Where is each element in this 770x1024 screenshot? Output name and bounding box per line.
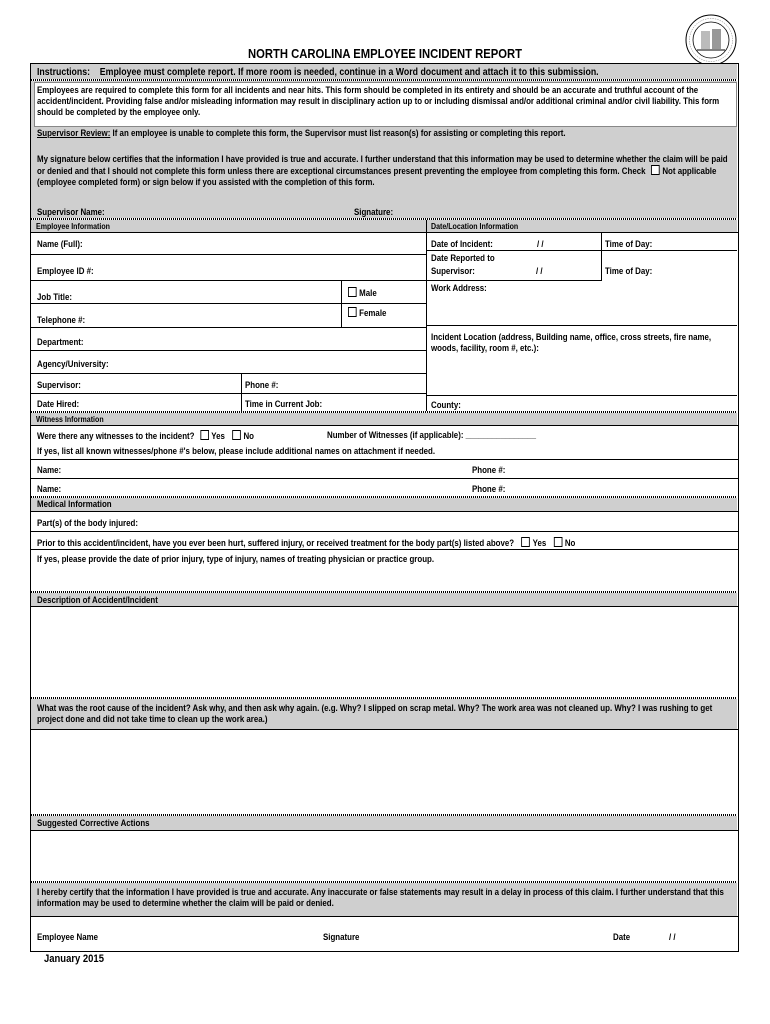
date-of-incident-label: Date of Incident: (431, 239, 493, 249)
rule (30, 373, 426, 374)
corrective-header: Suggested Corrective Actions (37, 818, 150, 828)
final-certify-statement: I hereby certify that the information I have provided is true and accurate. Any inaccurate or false statements may result in a delay in process of this claim. I further understand that this information may be used to determine whether the claim will be paid or denied. (37, 887, 724, 908)
root-cause-input-area[interactable] (31, 730, 737, 814)
rule (30, 531, 738, 532)
rule (30, 327, 426, 328)
medical-header-bar (31, 498, 737, 511)
rule (30, 478, 738, 479)
rule (30, 303, 426, 304)
witness-header-bar (31, 413, 737, 425)
rule (30, 254, 426, 255)
telephone-label: Telephone #: (37, 315, 86, 325)
female-checkbox[interactable] (348, 307, 357, 317)
witness-question (37, 430, 254, 442)
witness-1-name-label: Name: (37, 465, 62, 475)
supervisor-review (37, 128, 566, 139)
supervisor-name-label: Supervisor Name: (37, 207, 105, 217)
employee-id-label: Employee ID #: (37, 266, 94, 276)
certify-tail: Not applicable (employee completed form) or sign below if you assisted with the completion of this form. (37, 166, 717, 187)
female-label: Female (359, 308, 387, 318)
time-in-job-label: Time in Current Job: (245, 399, 323, 409)
rule (30, 459, 738, 460)
female-option (348, 307, 386, 319)
witness-question-text: Were there any witnesses to the incident? (37, 431, 195, 441)
date-of-incident-slashes: / / (537, 239, 544, 249)
witness-list-instruction: If yes, list all known witnesses/phone #'s below, please include additional names on attachment if needed. (37, 446, 436, 456)
date-reported-label-1: Date Reported to (431, 253, 495, 263)
not-applicable-checkbox[interactable] (651, 165, 660, 175)
time-divider (601, 232, 602, 280)
rule (30, 232, 738, 233)
supervisor-label: Supervisor: (37, 380, 81, 390)
prior-injury-question (37, 537, 575, 549)
page-title: NORTH CAROLINA EMPLOYEE INCIDENT REPORT (248, 47, 522, 61)
rule (30, 916, 738, 917)
prior-injury-question-text: Prior to this accident/incident, have you ever been hurt, suffered injury, or received treatment for the body part(s) listed above? (37, 538, 515, 548)
male-option (348, 287, 377, 299)
employee-signature-label: Signature (323, 932, 360, 942)
prior-yes-checkbox[interactable] (521, 537, 530, 547)
instructions (37, 67, 599, 78)
date-label: Date (613, 932, 631, 942)
witness-yes-label: Yes (211, 431, 225, 441)
work-address-label: Work Address: (431, 283, 487, 293)
time-of-day-label: Time of Day: (605, 239, 653, 249)
date-slashes: / / (669, 932, 676, 942)
instructions-label: Instructions: (37, 67, 91, 78)
body-parts-label: Part(s) of the body injured: (37, 518, 138, 528)
rule (30, 425, 738, 426)
witness-yes-checkbox[interactable] (200, 430, 209, 440)
rule (30, 350, 426, 351)
male-checkbox[interactable] (348, 287, 357, 297)
certify-statement (37, 154, 729, 188)
department-label: Department: (37, 337, 84, 347)
intro-paragraph: Employees are required to complete this form for all incidents and near hits. This form should be completed in its entirety and should be an accurate and truthful account of the accident/incident. Providing false and/or misleading information may result in disciplinary action up to or including dismissal and/or additional criminal and/or civil liability. This form should be completed by the employee only. (37, 85, 720, 117)
rule (30, 280, 602, 281)
employee-name-label: Employee Name (37, 932, 99, 942)
prior-injury-details: If yes, please provide the date of prior injury, type of injury, names of treating physician or practice group. (37, 554, 435, 564)
witness-2-phone-label: Phone #: (472, 484, 506, 494)
incident-location-label: Incident Location (address, Building name, office, cross streets, fire name, woods, facility, room #, etc.): (431, 332, 712, 353)
date-reported-slashes: / / (536, 266, 543, 276)
witness-1-phone-label: Phone #: (472, 465, 506, 475)
gender-divider (341, 280, 342, 328)
description-header: Description of Accident/Incident (37, 595, 158, 605)
number-of-witnesses: Number of Witnesses (if applicable): ________________ (327, 430, 536, 440)
revision-date: January 2015 (44, 953, 104, 965)
employee-info-header: Employee Information (36, 222, 110, 231)
date-reported-label-2: Supervisor: (431, 266, 475, 276)
county-label: County: (431, 400, 461, 410)
certify-text: My signature below certifies that the information I have provided is true and accurate. I further understand that this information may be used to determine whether the claim will be paid or denied and that I should not complete this form unless there are exceptional circumstances present preventing the employee from completing this form. Check (37, 154, 728, 176)
rule (30, 393, 426, 394)
male-label: Male (359, 288, 377, 298)
prior-no-label: No (564, 538, 576, 548)
witness-no-label: No (243, 431, 255, 441)
rule (427, 325, 737, 326)
witness-header: Witness Information (36, 415, 104, 424)
phone-label: Phone #: (245, 380, 279, 390)
rule (30, 549, 738, 550)
rule (427, 250, 737, 251)
rule (30, 511, 738, 512)
time-of-day-reported-label: Time of Day: (605, 266, 653, 276)
prior-yes-label: Yes (532, 538, 547, 548)
agency-label: Agency/University: (37, 359, 109, 369)
instructions-text: Employee must complete report. If more room is needed, continue in a Word document and attach it to this submission. (99, 67, 599, 78)
witness-2-name-label: Name: (37, 484, 62, 494)
witness-no-checkbox[interactable] (232, 430, 241, 440)
corrective-input-area[interactable] (31, 831, 737, 881)
date-hired-label: Date Hired: (37, 399, 80, 409)
date-location-header: Date/Location Information (431, 222, 519, 231)
rule (427, 395, 737, 396)
supervisor-review-label: Supervisor Review: (37, 128, 111, 138)
job-title-label: Job Title: (37, 292, 72, 302)
name-full-label: Name (Full): (37, 239, 83, 249)
supervisor-review-text: If an employee is unable to complete this form, the Supervisor must list reason(s) for assisting or completing this report. (110, 128, 566, 138)
medical-header: Medical Information (37, 499, 112, 509)
prior-no-checkbox[interactable] (554, 537, 563, 547)
center-divider (426, 220, 427, 412)
description-input-area[interactable] (31, 607, 737, 697)
root-cause-question: What was the root cause of the incident? Ask why, and then ask why again. (e.g. Why? I slipped on scrap metal. Why? The work area was not cleaned up. Why? I was rushing to get project done and did not take time to clean up the work area.) (37, 703, 713, 724)
supervisor-signature-label: Signature: (354, 207, 394, 217)
